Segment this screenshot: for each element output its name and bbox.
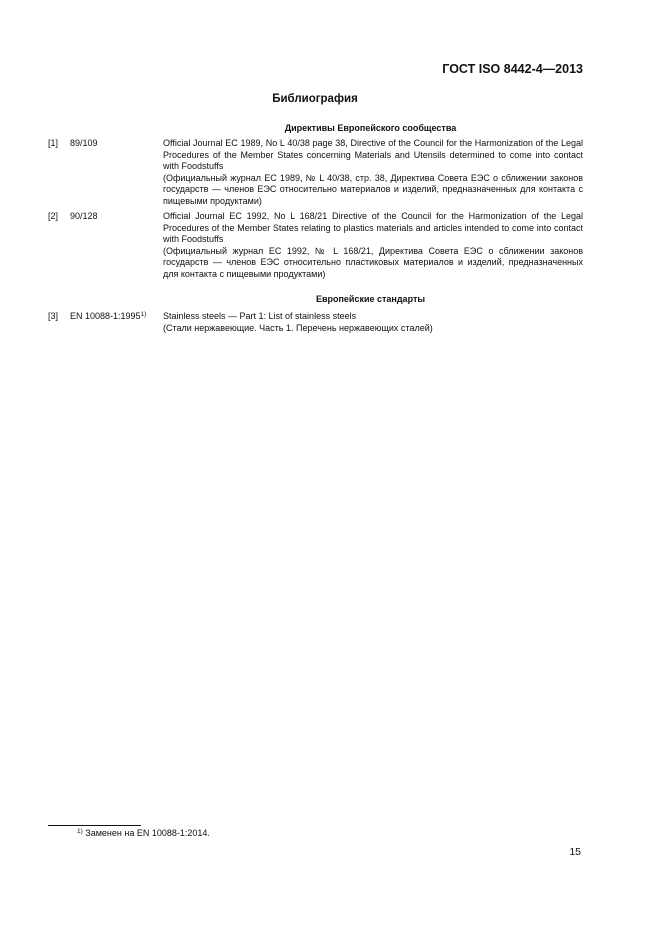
page-number: 15 — [569, 846, 581, 858]
bibliography-entry-1 — [48, 138, 583, 208]
entry-text-ru: (Официальный журнал ЕС 1989, № L 40/38, стр. 38, Директива Совета ЕЭС о сближении законов государств — членов ЕЭС относительно материалов и изделий, предназначенных для контакта с пищевыми продуктами) — [163, 172, 583, 206]
footnote-mark: 1) — [77, 828, 83, 835]
entry-text — [163, 211, 583, 281]
entry-text-ru: (Официальный журнал ЕС 1992, № L 168/21, Директива Совета ЕЭС о сближении законов государств — членов ЕЭС относительно пластиковых материалов и изделий, предназначенных для контакта с пищевыми продуктами) — [163, 245, 583, 279]
entry-text-en: Official Journal EC 1992, No L 168/21 Directive of the Council for the Harmonization of the Legal Procedures of the Member States relating to plastics materials and articles intended to come into contact with Foodstuffs — [163, 211, 583, 245]
entry-number: [3] — [48, 311, 59, 321]
entry-number: [1] — [48, 138, 59, 148]
entry-text-en: Stainless steels — Part 1: List of stainless steels — [163, 311, 357, 321]
section-heading-ec-directives: Директивы Европейского сообщества — [284, 123, 457, 133]
document-code: ГОСТ ISO 8442-4—2013 — [442, 62, 583, 76]
entry-text — [163, 138, 583, 208]
entry-text — [163, 311, 583, 334]
bibliography-entry-2 — [48, 211, 583, 281]
entry-text-en: Official Journal EC 1989, No L 40/38 page 38, Directive of the Council for the Harmonization of the Legal Procedures of the Member States concerning Materials and Utensils determined to come into contact with Foodstuffs — [163, 138, 583, 172]
entry-code-text: EN 10088-1:1995 — [70, 311, 141, 321]
section-heading-european-standards: Европейские стандарты — [315, 294, 426, 304]
bibliography-entry-3 — [48, 311, 583, 334]
page-title: Библиография — [272, 93, 358, 105]
entry-code: 89/109 — [70, 138, 98, 148]
entry-number: [2] — [48, 211, 59, 221]
entry-text-ru: (Стали нержавеющие. Часть 1. Перечень нержавеющих сталей) — [163, 322, 433, 333]
footnote-text: Заменен на EN 10088-1:2014. — [85, 828, 210, 838]
entry-code: 90/128 — [70, 211, 98, 221]
footnote-divider — [48, 825, 141, 826]
footnote-ref: 1) — [140, 311, 147, 318]
entry-code — [70, 311, 146, 323]
footnote — [77, 828, 210, 838]
